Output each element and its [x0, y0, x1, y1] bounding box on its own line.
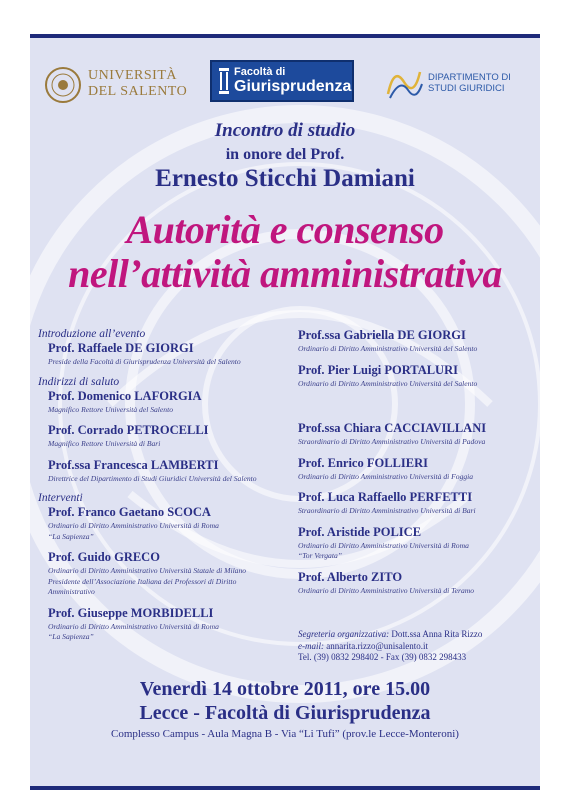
- speaker-name: Prof. Enrico FOLLIERI: [298, 455, 428, 470]
- speaker-role: Presidente dell’Associazione Italiana dei Professori di Diritto: [48, 576, 237, 586]
- speaker-entry: [48, 458, 290, 484]
- event-title-line1: Autorità e consenso: [126, 207, 444, 252]
- speaker-name: Prof. Corrado PETROCELLI: [48, 423, 209, 437]
- speaker-role: “La Sapienza”: [48, 632, 94, 641]
- section-heading: Introduzione all’evento: [38, 328, 146, 340]
- speakers-right-column: [298, 328, 538, 604]
- university-seal-icon: [44, 66, 82, 104]
- speaker-role: Ordinario di Diritto Amministrativo Università di Roma: [48, 621, 219, 631]
- event-title-line2: nell’attività amministrativa: [68, 251, 502, 296]
- speaker-role: “La Sapienza”: [48, 531, 94, 541]
- speaker-name: Prof. Raffaele DE GIORGI: [48, 341, 194, 355]
- speaker-name: Prof.ssa Francesca LAMBERTI: [48, 457, 219, 472]
- speaker-role: Straordinario di Diritto Amministrativo Università di Bari: [298, 506, 476, 515]
- department-line1: DIPARTIMENTO DI: [428, 72, 511, 83]
- column-icon: [218, 68, 230, 94]
- speaker-name: Prof. Aristide POLICE: [298, 524, 422, 539]
- speaker-name: Prof.ssa Chiara CACCIAVILLANI: [298, 421, 487, 435]
- event-place: Lecce - Facoltà di Giurisprudenza: [139, 702, 431, 724]
- faculty-name: Giurisprudenza: [234, 78, 352, 95]
- speaker-role: Direttrice del Dipartimento di Studi Giuridici Università del Salento: [48, 473, 257, 483]
- poster: [30, 34, 540, 790]
- speaker-entry: [48, 423, 290, 449]
- section-heading: Indirizzi di saluto: [38, 375, 120, 388]
- department-line2: STUDI GIURIDICI: [428, 83, 505, 94]
- faculty-label: Facoltà di: [234, 66, 286, 78]
- speaker-entry: [298, 570, 538, 596]
- spacer: [298, 397, 538, 421]
- secretariat-contact: Dott.ssa Anna Rita Rizzo: [391, 629, 483, 639]
- speaker-role: Ordinario di Diritto Amministrativo Università di Roma: [298, 540, 469, 550]
- speaker-name: Prof. Alberto ZITO: [298, 569, 403, 584]
- speaker-entry: [48, 550, 290, 597]
- speaker-role: Ordinario di Diritto Amministrativo Università del Salento: [298, 378, 478, 388]
- speaker-entry: [48, 389, 290, 415]
- university-name-line1: UNIVERSITÀ: [88, 68, 177, 83]
- speaker-role: Amministrativo: [48, 587, 95, 596]
- speaker-name: Prof. Pier Luigi PORTALURI: [298, 362, 458, 377]
- speaker-name: Prof.ssa Gabriella DE GIORGI: [298, 328, 466, 342]
- email-label: e-mail:: [298, 640, 324, 651]
- event-type: Incontro di studio: [214, 120, 356, 141]
- speaker-entry: [298, 456, 538, 482]
- speaker-entry: [298, 421, 538, 447]
- phone-fax: Tel. (39) 0832 298402 - Fax (39) 0832 298433: [298, 652, 467, 662]
- honor-line: in onore del Prof.: [225, 146, 345, 163]
- university-name-line2: DEL SALENTO: [88, 84, 188, 99]
- speaker-name: Prof. Luca Raffaello PERFETTI: [298, 490, 473, 504]
- speaker-name: Prof. Domenico LAFORGIA: [48, 388, 202, 403]
- speaker-entry: [298, 363, 538, 389]
- speaker-name: Prof. Franco Gaetano SCOCA: [48, 505, 211, 519]
- speaker-role: “Tor Vergata”: [298, 551, 342, 560]
- speaker-role: Magnifico Rettore Università di Bari: [48, 439, 161, 448]
- university-logo: [44, 66, 194, 110]
- speaker-role: Magnifico Rettore Università del Salento: [48, 404, 173, 414]
- speaker-role: Ordinario di Diritto Amministrativo Università Statale di Milano: [48, 566, 247, 575]
- speakers-left-column: [38, 328, 290, 651]
- speaker-role: Ordinario di Diritto Amministrativo Università di Foggia: [298, 471, 474, 481]
- event-address: Complesso Campus - Aula Magna B - Via “Li Tufi” (prov.le Lecce-Monteroni): [111, 728, 459, 740]
- top-band: [30, 34, 540, 38]
- speaker-role: Ordinario di Diritto Amministrativo Università del Salento: [298, 344, 478, 353]
- department-logo: [384, 64, 534, 104]
- section-heading: Interventi: [38, 492, 83, 504]
- speaker-name: Prof. Giuseppe MORBIDELLI: [48, 605, 214, 620]
- speaker-name: Prof. Guido GRECO: [48, 550, 160, 564]
- speaker-entry: [298, 525, 538, 561]
- email-link[interactable]: annarita.rizzo@unisalento.it: [326, 640, 429, 651]
- speaker-entry: [48, 341, 290, 367]
- bottom-band: [30, 786, 540, 790]
- secretariat-info: [298, 629, 538, 664]
- speaker-entry: [48, 505, 290, 541]
- speaker-role: Straordinario di Diritto Amministrativo Università di Padova: [298, 437, 486, 446]
- secretariat-label: Segreteria organizzativa:: [298, 629, 390, 639]
- speaker-role: Ordinario di Diritto Amministrativo Università di Roma: [48, 521, 219, 530]
- faculty-logo: [210, 60, 354, 102]
- event-date: Venerdì 14 ottobre 2011, ore 15.00: [139, 678, 431, 700]
- speaker-entry: [48, 606, 290, 642]
- speaker-entry: [298, 490, 538, 516]
- speaker-role: Ordinario di Diritto Amministrativo Università di Teramo: [298, 585, 475, 595]
- honoree-name: Ernesto Sticchi Damiani: [155, 165, 415, 192]
- speaker-role: Preside della Facoltà di Giurisprudenza Università del Salento: [48, 357, 241, 366]
- speaker-entry: [298, 328, 538, 354]
- department-mark-icon: [384, 64, 424, 102]
